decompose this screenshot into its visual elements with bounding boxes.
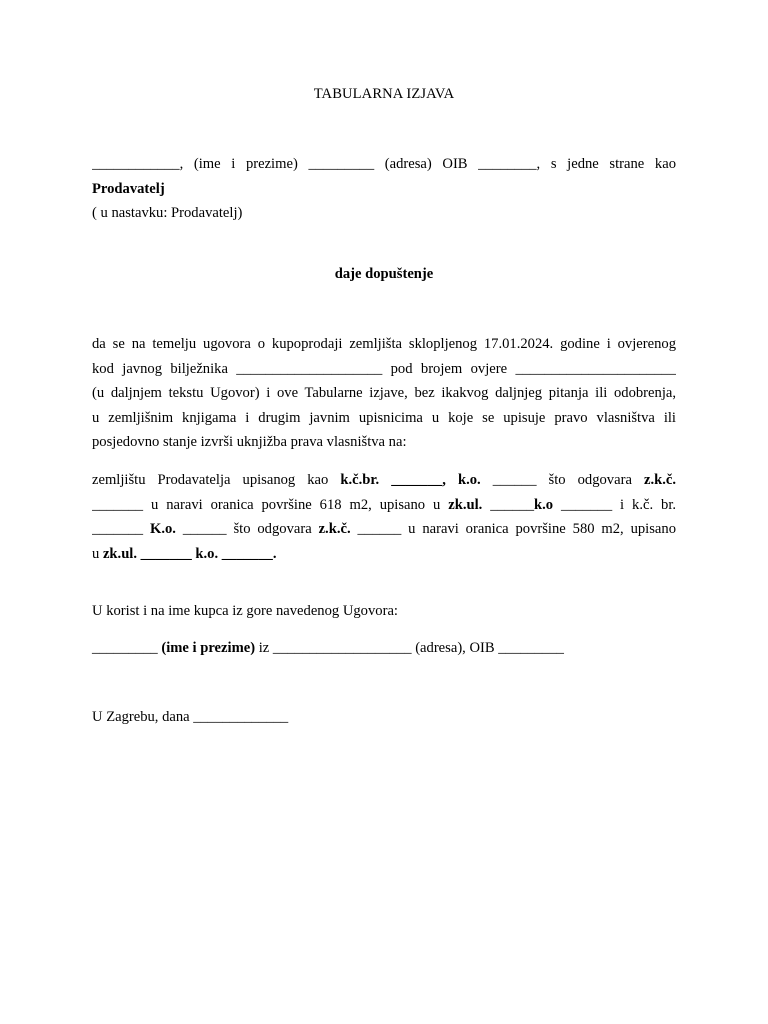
property-line-1	[92, 468, 676, 493]
consent-line-4: u zemljišnim knjigama i drugim javnim upisnicima u koje se upisuje pravo vlasništva ili	[92, 409, 676, 426]
property-text: _______ i k.č. br.	[561, 496, 676, 513]
land-registry-parcel: z.k.č.	[643, 472, 676, 488]
property-text: _______ u naravi oranica površine 618 m2, upisano u	[92, 496, 441, 513]
property-text: ______ što odgovara	[182, 521, 312, 537]
consent-line-1: da se na temelju ugovora o kupoprodaji zemljišta sklopljenog 17.01.2024. godine i ovjerenog	[92, 336, 676, 352]
property-line-4	[92, 542, 676, 567]
property-line-3	[92, 517, 676, 542]
cadastral-municipality: k.o	[534, 496, 554, 513]
beneficiary-address: iz ___________________ (adresa), OIB _________	[258, 640, 564, 656]
cadastral-number: k.č.br. _______, k.o.	[340, 472, 481, 488]
beneficiary-name-label: (ime i prezime)	[161, 640, 256, 656]
place-date-line: U Zagrebu, dana _____________	[92, 709, 289, 725]
seller-line: ____________, (ime i prezime) _________ (adresa) OIB ________, s jedne strane kao	[92, 156, 676, 172]
seller-role: Prodavatelj	[92, 180, 165, 197]
land-registry-parcel: z.k.č.	[318, 521, 351, 537]
property-text: u	[92, 545, 100, 562]
property-text: ______ što odgovara	[492, 472, 632, 488]
section-heading: daje dopuštenje	[334, 266, 434, 282]
property-text: zemljištu Prodavatelja upisanog kao	[92, 472, 329, 488]
property-text: ______	[490, 496, 535, 513]
land-registry-folio: zk.ul.	[448, 496, 483, 513]
property-line-2	[92, 493, 676, 518]
beneficiary-blank: _________	[92, 640, 158, 656]
document-title: TABULARNA IZJAVA	[313, 86, 455, 102]
beneficiary-intro: U korist i na ime kupca iz gore navedenog Ugovora:	[92, 603, 398, 619]
cadastral-municipality: K.o.	[149, 521, 176, 537]
seller-block	[92, 152, 676, 226]
consent-line-5: posjedovno stanje izvrši uknjižba prava vlasništva na:	[92, 434, 407, 450]
property-text: ______ u naravi oranica površine 580 m2, upisano	[357, 521, 676, 537]
land-registry-folio: zk.ul. _______ k.o. _______.	[102, 545, 277, 562]
consent-paragraph	[92, 332, 676, 455]
consent-line-3: (u daljnjem tekstu Ugovor) i ove Tabularne izjave, bez ikakvog daljnjeg pitanja ili odobrenja,	[92, 385, 676, 401]
property-paragraph	[92, 468, 676, 566]
seller-note: ( u nastavku: Prodavatelj)	[92, 205, 243, 221]
property-text: _______	[92, 521, 144, 537]
beneficiary-line	[92, 640, 676, 657]
consent-line-2: kod javnog bilježnika ____________________ pod brojem ovjere ______________________	[92, 360, 676, 377]
